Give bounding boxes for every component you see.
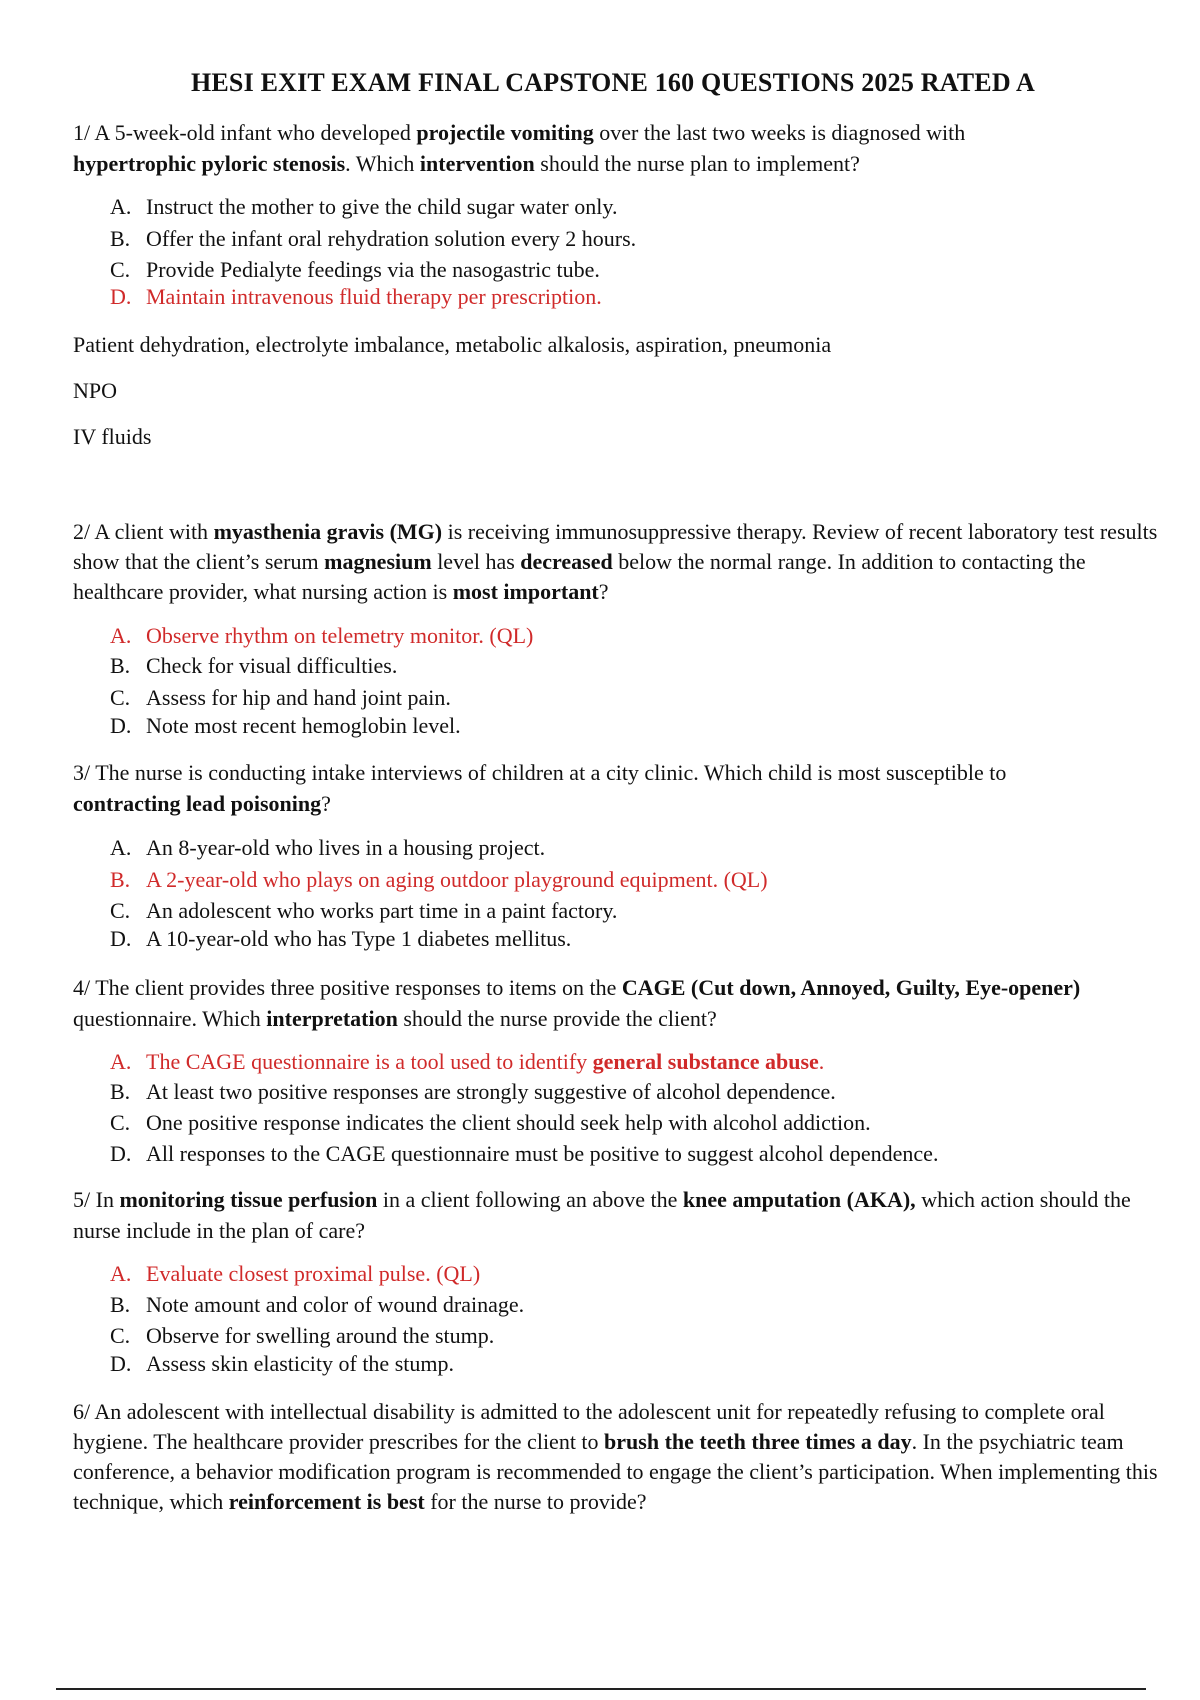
question-1-option-a: A. Instruct the mother to give the child sugar water only.: [110, 194, 618, 219]
question-5-stem: 5/ In monitoring tissue perfusion in a client following an above the knee amputation (AKA), which action should the nurse include in the plan of care?: [73, 1187, 1131, 1243]
question-4-option-c: C. One positive response indicates the client should seek help with alcohol addiction.: [110, 1110, 871, 1135]
question-2-option-c: C. Assess for hip and hand joint pain.: [110, 685, 451, 710]
question-3-option-a: A. An 8-year-old who lives in a housing project.: [110, 835, 546, 860]
question-5-option-c: C. Observe for swelling around the stump.: [110, 1323, 495, 1348]
question-4-option-a-correct: A. The CAGE questionnaire is a tool used to identify general substance abuse.: [110, 1049, 825, 1074]
question-1-note-2: NPO: [73, 378, 118, 403]
question-3-option-c: C. An adolescent who works part time in a paint factory.: [110, 898, 618, 923]
document-title: HESI EXIT EXAM FINAL CAPSTONE 160 QUESTIONS 2025 RATED A: [190, 68, 1036, 97]
question-2-option-d: D. Note most recent hemoglobin level.: [110, 713, 461, 738]
question-4-stem: 4/ The client provides three positive responses to items on the CAGE (Cut down, Annoyed, Guilty, Eye-opener) questionnaire. Which interpretation should the nurse provide the client?: [73, 975, 1081, 1031]
question-5-option-b: B. Note amount and color of wound drainage.: [110, 1292, 525, 1317]
question-2-option-a-correct: A. Observe rhythm on telemetry monitor. (QL): [110, 623, 534, 648]
question-6-stem: 6/ An adolescent with intellectual disability is admitted to the adolescent unit for repeatedly refusing to complete oral hygiene. The healthcare provider prescribes for the client to brush the teeth three times a day. In the psychiatric team conference, a behavior modification program is recommended to engage the client’s participation. When implementing this technique, which reinforcement is best for the nurse to provide?: [73, 1399, 1158, 1514]
footer-divider: [56, 1688, 1146, 1690]
question-5-option-d: D. Assess skin elasticity of the stump.: [110, 1351, 454, 1376]
question-4-option-d: D. All responses to the CAGE questionnaire must be positive to suggest alcohol dependence.: [110, 1141, 939, 1166]
question-2-stem: 2/ A client with myasthenia gravis (MG) is receiving immunosuppressive therapy. Review of recent laboratory test results show that the client’s serum magnesium level has decreased below the normal range. In addition to contacting the healthcare provider, what nursing action is most important?: [73, 519, 1158, 604]
question-4-option-b: B. At least two positive responses are strongly suggestive of alcohol dependence.: [110, 1079, 836, 1104]
question-1-stem: 1/ A 5-week-old infant who developed projectile vomiting over the last two weeks is diagnosed with hypertrophic pyloric stenosis. Which intervention should the nurse plan to implement?: [73, 120, 966, 176]
question-5-option-a-correct: A. Evaluate closest proximal pulse. (QL): [110, 1261, 481, 1286]
question-1-note-1: Patient dehydration, electrolyte imbalance, metabolic alkalosis, aspiration, pneumonia: [73, 332, 832, 357]
question-3-option-d: D. A 10-year-old who has Type 1 diabetes mellitus.: [110, 926, 572, 951]
question-3-option-b-correct: B. A 2-year-old who plays on aging outdoor playground equipment. (QL): [110, 867, 768, 892]
question-3-stem: 3/ The nurse is conducting intake interviews of children at a city clinic. Which child is most susceptible to contracting lead poisoning?: [73, 760, 1007, 816]
question-1-option-b: B. Offer the infant oral rehydration solution every 2 hours.: [110, 226, 637, 251]
question-2-option-b: B. Check for visual difficulties.: [110, 653, 398, 678]
question-1-option-c: C. Provide Pedialyte feedings via the nasogastric tube.: [110, 257, 600, 282]
question-1-note-3: IV fluids: [73, 424, 152, 449]
question-1-option-d-correct: D. Maintain intravenous fluid therapy per prescription.: [110, 284, 602, 309]
